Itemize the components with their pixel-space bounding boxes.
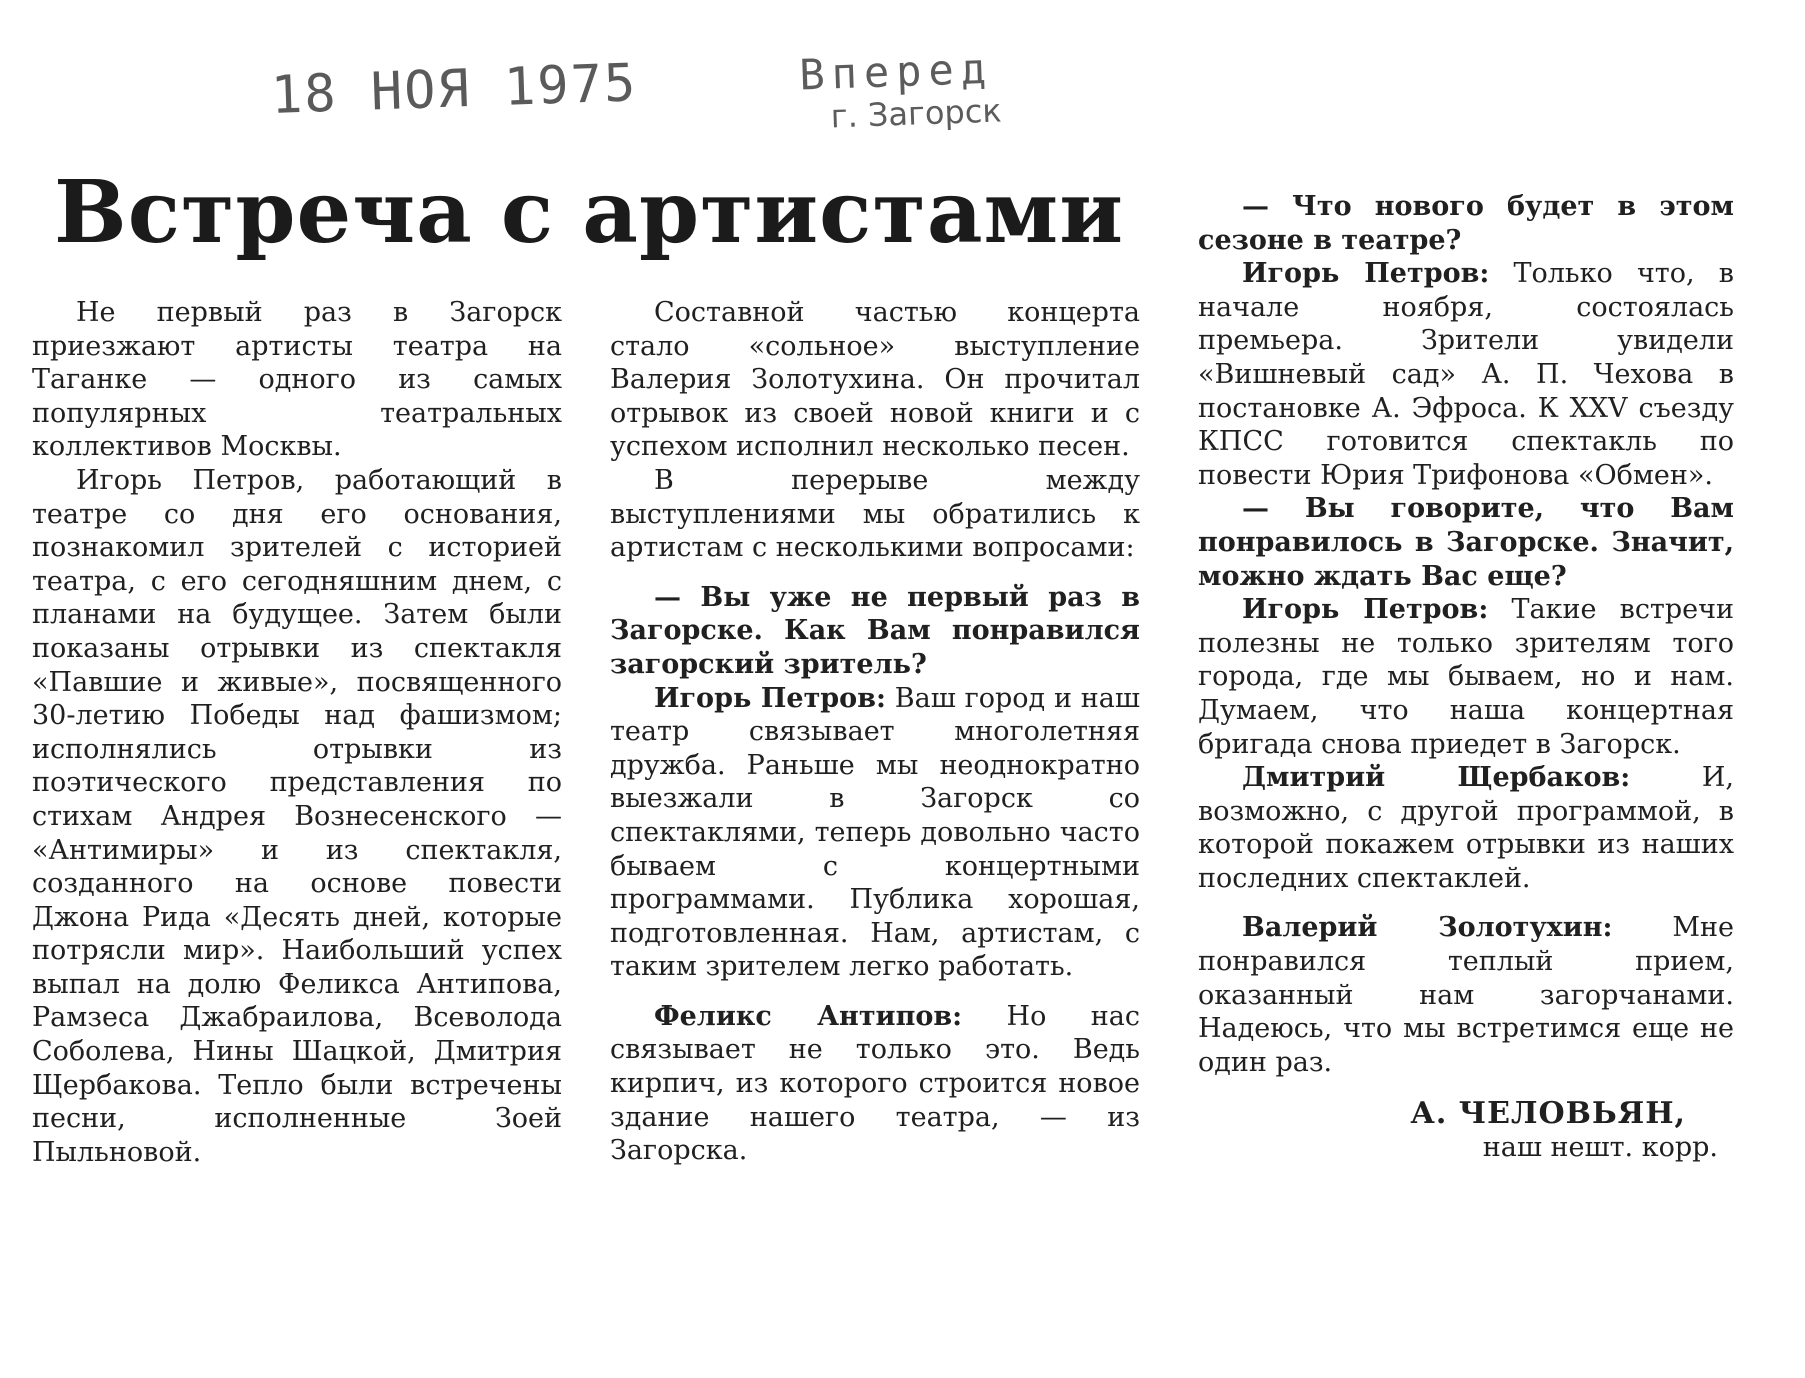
speaker-name: Игорь Петров: (1242, 594, 1489, 626)
paragraph: Игорь Петров, работающий в театре со дня его основания, познакомил зрителей с историей театра, с его сегодняшним днем, с планами на будущее. Затем были показаны отрывки из спектакля «Павшие и живые», посвященного 30-летию Победы над фашизмом; исполнялись отрывки из поэтического представления по стихам Андрея Вознесенского — «Антимиры» и из спектакля, созданного на основе повести Джона Рида «Десять дней, которые потрясли мир». Наибольший успех выпал на долю Феликса Антипова, Рамзеса Джабраилова, Всеволода Соболева, Нины Шацкой, Дмитрия Щербакова. Тепло были встречены песни, исполненные Зоей Пыльновой. (32, 464, 562, 1168)
interview-answer: Игорь Петров: Такие встречи полезны не только зрителям того города, где мы бываем, но и нам. Думаем, что наша концертная бригада снова приедет в Загорск. (1198, 594, 1734, 760)
speaker-name: Валерий Золотухин: (1242, 912, 1613, 944)
speaker-name: Дмитрий Щербаков: (1242, 762, 1631, 794)
article-column-2 (610, 296, 1140, 1168)
speaker-name: Игорь Петров: (654, 682, 886, 714)
interview-question: — Что нового будет в этом сезоне в театре? (1198, 191, 1734, 256)
interview-question: — Вы говорите, что Вам понравилось в Загорске. Значит, можно ждать Вас еще? (1198, 493, 1734, 592)
interview-answer: Валерий Золотухин: Мне понравился теплый прием, оказанный нам загорчанами. Надеюсь, что мы встретимся еще не один раз. (1198, 912, 1734, 1078)
byline-author: А. ЧЕЛОВЬЯН, (1410, 1096, 1686, 1132)
article-column-3 (1198, 190, 1734, 1165)
newspaper-name: Вперед (798, 43, 994, 100)
interview-answer: Феликс Антипов: Но нас связывает не только это. Ведь кирпич, из которого строится новое здание нашего театра, — из Загорска. (610, 1000, 1140, 1167)
date-stamp: 18 НОЯ 1975 (270, 53, 639, 126)
interview-answer: Дмитрий Щербаков: И, возможно, с другой программой, в которой покажем отрывки из наших последних спектаклей. (1198, 762, 1734, 894)
paragraph: Составной частью концерта стало «сольное» выступление Валерия Золотухина. Он прочитал отрывок из своей новой книги и с успехом исполнил несколько песен. (610, 297, 1140, 463)
paragraph: В перерыве между выступлениями мы обратились к артистам с несколькими вопросами: (610, 464, 1140, 564)
interview-question: — Вы уже не первый раз в Загорске. Как Вам понравился загорский зритель? (610, 581, 1140, 680)
byline (1198, 1097, 1734, 1164)
speaker-name: Игорь Петров: (1242, 258, 1490, 290)
interview-answer: Игорь Петров: Ваш город и наш театр связывает многолетняя дружба. Раньше мы неоднократно выезжали в Загорск со спектаклями, теперь довольно часто бываем с концертными программами. Публика хорошая, подготовленная. Нам, артистам, с таким зрителем легко работать. (610, 682, 1140, 983)
speaker-name: Феликс Антипов: (654, 1000, 963, 1032)
headline-word-2: с (500, 162, 555, 263)
interview-answer: Игорь Петров: Только что, в начале ноября, состоялась премьера. Зрители увидели «Вишневый сад» А. П. Чехова в постановке А. Эфроса. К XXV съезду КПСС готовится спектакль по повести Юрия Трифонова «Обмен». (1198, 258, 1734, 491)
paragraph: Не первый раз в Загорск приезжают артисты театра на Таганке — одного из самых популярных театральных коллективов Москвы. (32, 297, 562, 463)
headline-word-1: Встреча (54, 162, 473, 263)
headline-word-3: артистами (582, 162, 1125, 263)
article-headline (54, 162, 1125, 263)
source-stamp (798, 43, 1003, 140)
newspaper-city: г. Загорск (830, 91, 1003, 136)
article-column-1 (32, 296, 562, 1169)
byline-role: наш нешт. корр. (1482, 1132, 1718, 1164)
